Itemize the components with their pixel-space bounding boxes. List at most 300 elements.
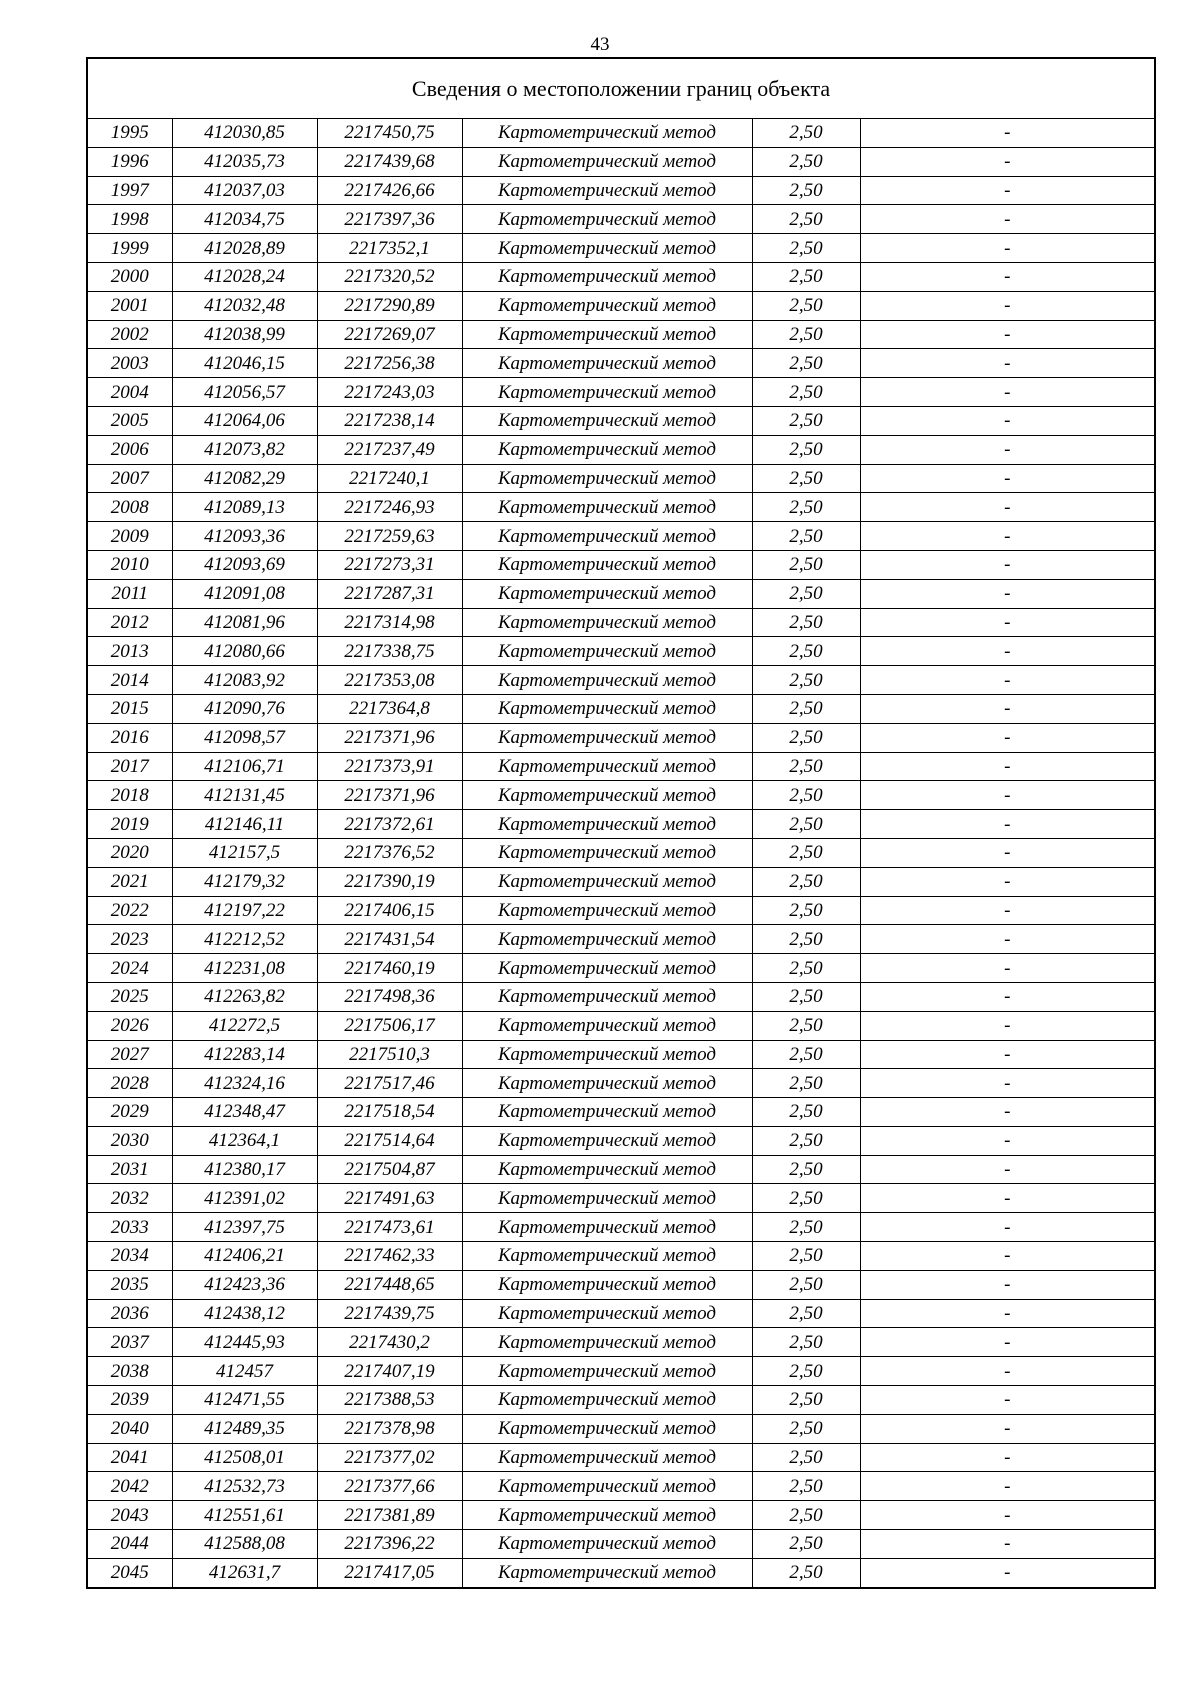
point-number-cell: 2041 (87, 1443, 172, 1472)
point-number-cell: 2027 (87, 1040, 172, 1069)
x-coordinate-cell: 412090,76 (172, 694, 317, 723)
method-cell: Картометрический метод (462, 550, 752, 579)
x-coordinate-cell: 412030,85 (172, 119, 317, 148)
method-cell: Картометрический метод (462, 810, 752, 839)
x-coordinate-cell: 412406,21 (172, 1242, 317, 1271)
description-cell: - (860, 1011, 1155, 1040)
accuracy-cell: 2,50 (752, 378, 860, 407)
table-row (87, 694, 1155, 723)
x-coordinate-cell: 412380,17 (172, 1155, 317, 1184)
y-coordinate-cell: 2217320,52 (317, 262, 462, 291)
point-number-cell: 2024 (87, 954, 172, 983)
method-cell: Картометрический метод (462, 493, 752, 522)
point-number-cell: 2032 (87, 1184, 172, 1213)
y-coordinate-cell: 2217243,03 (317, 378, 462, 407)
description-cell: - (860, 666, 1155, 695)
accuracy-cell: 2,50 (752, 320, 860, 349)
description-cell: - (860, 781, 1155, 810)
table-row (87, 1270, 1155, 1299)
point-number-cell: 2029 (87, 1098, 172, 1127)
page-number: 43 (590, 34, 610, 55)
table-row (87, 522, 1155, 551)
point-number-cell: 2028 (87, 1069, 172, 1098)
y-coordinate-cell: 2217473,61 (317, 1213, 462, 1242)
description-cell: - (860, 1328, 1155, 1357)
description-cell: - (860, 637, 1155, 666)
x-coordinate-cell: 412034,75 (172, 205, 317, 234)
table-row (87, 896, 1155, 925)
table-row (87, 119, 1155, 148)
accuracy-cell: 2,50 (752, 867, 860, 896)
x-coordinate-cell: 412098,57 (172, 723, 317, 752)
y-coordinate-cell: 2217460,19 (317, 954, 462, 983)
point-number-cell: 2018 (87, 781, 172, 810)
accuracy-cell: 2,50 (752, 896, 860, 925)
description-cell: - (860, 1069, 1155, 1098)
y-coordinate-cell: 2217510,3 (317, 1040, 462, 1069)
description-cell: - (860, 925, 1155, 954)
method-cell: Картометрический метод (462, 752, 752, 781)
description-cell: - (860, 1472, 1155, 1501)
description-cell: - (860, 291, 1155, 320)
y-coordinate-cell: 2217517,46 (317, 1069, 462, 1098)
point-number-cell: 2025 (87, 982, 172, 1011)
accuracy-cell: 2,50 (752, 1558, 860, 1587)
table-row (87, 176, 1155, 205)
y-coordinate-cell: 2217377,02 (317, 1443, 462, 1472)
description-cell: - (860, 320, 1155, 349)
description-cell: - (860, 550, 1155, 579)
accuracy-cell: 2,50 (752, 522, 860, 551)
y-coordinate-cell: 2217246,93 (317, 493, 462, 522)
method-cell: Картометрический метод (462, 1558, 752, 1587)
y-coordinate-cell: 2217430,2 (317, 1328, 462, 1357)
table-title: Сведения о местоположении границ объекта (87, 58, 1155, 119)
x-coordinate-cell: 412089,13 (172, 493, 317, 522)
table-row (87, 493, 1155, 522)
y-coordinate-cell: 2217371,96 (317, 723, 462, 752)
table-row (87, 205, 1155, 234)
description-cell: - (860, 1213, 1155, 1242)
description-cell: - (860, 1501, 1155, 1530)
point-number-cell: 2008 (87, 493, 172, 522)
table-row (87, 579, 1155, 608)
point-number-cell: 2013 (87, 637, 172, 666)
x-coordinate-cell: 412035,73 (172, 147, 317, 176)
accuracy-cell: 2,50 (752, 1530, 860, 1559)
accuracy-cell: 2,50 (752, 406, 860, 435)
table-row (87, 147, 1155, 176)
point-number-cell: 2034 (87, 1242, 172, 1271)
accuracy-cell: 2,50 (752, 838, 860, 867)
table-row (87, 752, 1155, 781)
y-coordinate-cell: 2217353,08 (317, 666, 462, 695)
point-number-cell: 2023 (87, 925, 172, 954)
description-cell: - (860, 1299, 1155, 1328)
y-coordinate-cell: 2217431,54 (317, 925, 462, 954)
accuracy-cell: 2,50 (752, 1242, 860, 1271)
point-number-cell: 2000 (87, 262, 172, 291)
x-coordinate-cell: 412179,32 (172, 867, 317, 896)
method-cell: Картометрический метод (462, 1040, 752, 1069)
description-cell: - (860, 406, 1155, 435)
accuracy-cell: 2,50 (752, 723, 860, 752)
method-cell: Картометрический метод (462, 147, 752, 176)
y-coordinate-cell: 2217407,19 (317, 1357, 462, 1386)
x-coordinate-cell: 412588,08 (172, 1530, 317, 1559)
description-cell: - (860, 349, 1155, 378)
point-number-cell: 2039 (87, 1386, 172, 1415)
description-cell: - (860, 694, 1155, 723)
method-cell: Картометрический метод (462, 349, 752, 378)
y-coordinate-cell: 2217390,19 (317, 867, 462, 896)
x-coordinate-cell: 412106,71 (172, 752, 317, 781)
table-row (87, 723, 1155, 752)
method-cell: Картометрический метод (462, 464, 752, 493)
y-coordinate-cell: 2217518,54 (317, 1098, 462, 1127)
point-number-cell: 2017 (87, 752, 172, 781)
point-number-cell: 2004 (87, 378, 172, 407)
x-coordinate-cell: 412082,29 (172, 464, 317, 493)
method-cell: Картометрический метод (462, 1213, 752, 1242)
accuracy-cell: 2,50 (752, 349, 860, 378)
description-cell: - (860, 954, 1155, 983)
method-cell: Картометрический метод (462, 781, 752, 810)
accuracy-cell: 2,50 (752, 637, 860, 666)
table-row (87, 1011, 1155, 1040)
point-number-cell: 2045 (87, 1558, 172, 1587)
point-number-cell: 2009 (87, 522, 172, 551)
point-number-cell: 1999 (87, 234, 172, 263)
method-cell: Картометрический метод (462, 1472, 752, 1501)
y-coordinate-cell: 2217287,31 (317, 579, 462, 608)
accuracy-cell: 2,50 (752, 925, 860, 954)
table-row (87, 954, 1155, 983)
y-coordinate-cell: 2217364,8 (317, 694, 462, 723)
method-cell: Картометрический метод (462, 1443, 752, 1472)
method-cell: Картометрический метод (462, 694, 752, 723)
point-number-cell: 2003 (87, 349, 172, 378)
table-row (87, 925, 1155, 954)
table-row (87, 1155, 1155, 1184)
y-coordinate-cell: 2217338,75 (317, 637, 462, 666)
y-coordinate-cell: 2217498,36 (317, 982, 462, 1011)
method-cell: Картометрический метод (462, 176, 752, 205)
description-cell: - (860, 982, 1155, 1011)
x-coordinate-cell: 412037,03 (172, 176, 317, 205)
method-cell: Картометрический метод (462, 406, 752, 435)
table-row (87, 1472, 1155, 1501)
description-cell: - (860, 176, 1155, 205)
accuracy-cell: 2,50 (752, 579, 860, 608)
point-number-cell: 2036 (87, 1299, 172, 1328)
x-coordinate-cell: 412445,93 (172, 1328, 317, 1357)
accuracy-cell: 2,50 (752, 1126, 860, 1155)
accuracy-cell: 2,50 (752, 1472, 860, 1501)
x-coordinate-cell: 412091,08 (172, 579, 317, 608)
description-cell: - (860, 896, 1155, 925)
description-cell: - (860, 723, 1155, 752)
x-coordinate-cell: 412028,89 (172, 234, 317, 263)
point-number-cell: 2019 (87, 810, 172, 839)
x-coordinate-cell: 412073,82 (172, 435, 317, 464)
table-row (87, 1530, 1155, 1559)
method-cell: Картометрический метод (462, 1299, 752, 1328)
point-number-cell: 2010 (87, 550, 172, 579)
x-coordinate-cell: 412263,82 (172, 982, 317, 1011)
x-coordinate-cell: 412489,35 (172, 1414, 317, 1443)
method-cell: Картометрический метод (462, 579, 752, 608)
accuracy-cell: 2,50 (752, 1299, 860, 1328)
x-coordinate-cell: 412457 (172, 1357, 317, 1386)
point-number-cell: 2037 (87, 1328, 172, 1357)
y-coordinate-cell: 2217417,05 (317, 1558, 462, 1587)
y-coordinate-cell: 2217238,14 (317, 406, 462, 435)
point-number-cell: 1997 (87, 176, 172, 205)
accuracy-cell: 2,50 (752, 1069, 860, 1098)
y-coordinate-cell: 2217504,87 (317, 1155, 462, 1184)
description-cell: - (860, 119, 1155, 148)
description-cell: - (860, 838, 1155, 867)
y-coordinate-cell: 2217406,15 (317, 896, 462, 925)
method-cell: Картометрический метод (462, 666, 752, 695)
table-row (87, 982, 1155, 1011)
description-cell: - (860, 1098, 1155, 1127)
x-coordinate-cell: 412032,48 (172, 291, 317, 320)
method-cell: Картометрический метод (462, 1501, 752, 1530)
accuracy-cell: 2,50 (752, 176, 860, 205)
accuracy-cell: 2,50 (752, 1386, 860, 1415)
point-number-cell: 2005 (87, 406, 172, 435)
x-coordinate-cell: 412283,14 (172, 1040, 317, 1069)
y-coordinate-cell: 2217491,63 (317, 1184, 462, 1213)
method-cell: Картометрический метод (462, 205, 752, 234)
table-row (87, 838, 1155, 867)
method-cell: Картометрический метод (462, 896, 752, 925)
description-cell: - (860, 522, 1155, 551)
method-cell: Картометрический метод (462, 723, 752, 752)
x-coordinate-cell: 412064,06 (172, 406, 317, 435)
x-coordinate-cell: 412551,61 (172, 1501, 317, 1530)
description-cell: - (860, 1184, 1155, 1213)
y-coordinate-cell: 2217448,65 (317, 1270, 462, 1299)
y-coordinate-cell: 2217439,68 (317, 147, 462, 176)
y-coordinate-cell: 2217290,89 (317, 291, 462, 320)
table-row (87, 406, 1155, 435)
description-cell: - (860, 608, 1155, 637)
x-coordinate-cell: 412324,16 (172, 1069, 317, 1098)
table-row (87, 320, 1155, 349)
method-cell: Картометрический метод (462, 1011, 752, 1040)
method-cell: Картометрический метод (462, 608, 752, 637)
point-number-cell: 2022 (87, 896, 172, 925)
y-coordinate-cell: 2217426,66 (317, 176, 462, 205)
point-number-cell: 2040 (87, 1414, 172, 1443)
description-cell: - (860, 1558, 1155, 1587)
y-coordinate-cell: 2217269,07 (317, 320, 462, 349)
description-cell: - (860, 1040, 1155, 1069)
table-row (87, 464, 1155, 493)
method-cell: Картометрический метод (462, 1098, 752, 1127)
x-coordinate-cell: 412471,55 (172, 1386, 317, 1415)
accuracy-cell: 2,50 (752, 694, 860, 723)
description-cell: - (860, 1155, 1155, 1184)
accuracy-cell: 2,50 (752, 1040, 860, 1069)
table-row (87, 1126, 1155, 1155)
table-row (87, 1069, 1155, 1098)
accuracy-cell: 2,50 (752, 1184, 860, 1213)
x-coordinate-cell: 412631,7 (172, 1558, 317, 1587)
table-row (87, 1357, 1155, 1386)
accuracy-cell: 2,50 (752, 1270, 860, 1299)
point-number-cell: 2002 (87, 320, 172, 349)
x-coordinate-cell: 412146,11 (172, 810, 317, 839)
accuracy-cell: 2,50 (752, 550, 860, 579)
point-number-cell: 2043 (87, 1501, 172, 1530)
x-coordinate-cell: 412157,5 (172, 838, 317, 867)
y-coordinate-cell: 2217352,1 (317, 234, 462, 263)
y-coordinate-cell: 2217273,31 (317, 550, 462, 579)
accuracy-cell: 2,50 (752, 781, 860, 810)
method-cell: Картометрический метод (462, 1242, 752, 1271)
y-coordinate-cell: 2217450,75 (317, 119, 462, 148)
table-row (87, 781, 1155, 810)
accuracy-cell: 2,50 (752, 291, 860, 320)
table-row (87, 810, 1155, 839)
point-number-cell: 2038 (87, 1357, 172, 1386)
accuracy-cell: 2,50 (752, 1328, 860, 1357)
point-number-cell: 2012 (87, 608, 172, 637)
description-cell: - (860, 262, 1155, 291)
description-cell: - (860, 867, 1155, 896)
point-number-cell: 2042 (87, 1472, 172, 1501)
y-coordinate-cell: 2217396,22 (317, 1530, 462, 1559)
point-number-cell: 2030 (87, 1126, 172, 1155)
x-coordinate-cell: 412397,75 (172, 1213, 317, 1242)
point-number-cell: 1998 (87, 205, 172, 234)
accuracy-cell: 2,50 (752, 435, 860, 464)
table-row (87, 1414, 1155, 1443)
y-coordinate-cell: 2217256,38 (317, 349, 462, 378)
accuracy-cell: 2,50 (752, 1414, 860, 1443)
accuracy-cell: 2,50 (752, 493, 860, 522)
method-cell: Картометрический метод (462, 1530, 752, 1559)
x-coordinate-cell: 412093,36 (172, 522, 317, 551)
y-coordinate-cell: 2217376,52 (317, 838, 462, 867)
y-coordinate-cell: 2217462,33 (317, 1242, 462, 1271)
point-number-cell: 2020 (87, 838, 172, 867)
x-coordinate-cell: 412364,1 (172, 1126, 317, 1155)
y-coordinate-cell: 2217514,64 (317, 1126, 462, 1155)
description-cell: - (860, 435, 1155, 464)
y-coordinate-cell: 2217381,89 (317, 1501, 462, 1530)
accuracy-cell: 2,50 (752, 982, 860, 1011)
accuracy-cell: 2,50 (752, 147, 860, 176)
table-row (87, 637, 1155, 666)
point-number-cell: 1995 (87, 119, 172, 148)
x-coordinate-cell: 412532,73 (172, 1472, 317, 1501)
method-cell: Картометрический метод (462, 925, 752, 954)
method-cell: Картометрический метод (462, 522, 752, 551)
table-row (87, 435, 1155, 464)
x-coordinate-cell: 412438,12 (172, 1299, 317, 1328)
x-coordinate-cell: 412080,66 (172, 637, 317, 666)
point-number-cell: 2021 (87, 867, 172, 896)
boundary-coordinates-table (86, 57, 1156, 1589)
accuracy-cell: 2,50 (752, 234, 860, 263)
table-row (87, 1443, 1155, 1472)
table-row (87, 378, 1155, 407)
accuracy-cell: 2,50 (752, 1357, 860, 1386)
accuracy-cell: 2,50 (752, 1501, 860, 1530)
table-row (87, 608, 1155, 637)
y-coordinate-cell: 2217388,53 (317, 1386, 462, 1415)
description-cell: - (860, 205, 1155, 234)
x-coordinate-cell: 412197,22 (172, 896, 317, 925)
description-cell: - (860, 234, 1155, 263)
accuracy-cell: 2,50 (752, 262, 860, 291)
description-cell: - (860, 1443, 1155, 1472)
x-coordinate-cell: 412348,47 (172, 1098, 317, 1127)
point-number-cell: 2044 (87, 1530, 172, 1559)
y-coordinate-cell: 2217397,36 (317, 205, 462, 234)
x-coordinate-cell: 412093,69 (172, 550, 317, 579)
accuracy-cell: 2,50 (752, 752, 860, 781)
description-cell: - (860, 1386, 1155, 1415)
method-cell: Картометрический метод (462, 1184, 752, 1213)
x-coordinate-cell: 412131,45 (172, 781, 317, 810)
point-number-cell: 2014 (87, 666, 172, 695)
method-cell: Картометрический метод (462, 291, 752, 320)
accuracy-cell: 2,50 (752, 464, 860, 493)
table-row (87, 1242, 1155, 1271)
description-cell: - (860, 378, 1155, 407)
table-row (87, 867, 1155, 896)
table-row (87, 1501, 1155, 1530)
description-cell: - (860, 493, 1155, 522)
description-cell: - (860, 810, 1155, 839)
method-cell: Картометрический метод (462, 1155, 752, 1184)
method-cell: Картометрический метод (462, 1414, 752, 1443)
method-cell: Картометрический метод (462, 234, 752, 263)
table-row (87, 1558, 1155, 1587)
accuracy-cell: 2,50 (752, 205, 860, 234)
x-coordinate-cell: 412056,57 (172, 378, 317, 407)
table-row (87, 1213, 1155, 1242)
method-cell: Картометрический метод (462, 1069, 752, 1098)
y-coordinate-cell: 2217506,17 (317, 1011, 462, 1040)
description-cell: - (860, 147, 1155, 176)
x-coordinate-cell: 412046,15 (172, 349, 317, 378)
description-cell: - (860, 464, 1155, 493)
x-coordinate-cell: 412391,02 (172, 1184, 317, 1213)
description-cell: - (860, 1270, 1155, 1299)
method-cell: Картометрический метод (462, 262, 752, 291)
x-coordinate-cell: 412508,01 (172, 1443, 317, 1472)
point-number-cell: 2016 (87, 723, 172, 752)
point-number-cell: 2035 (87, 1270, 172, 1299)
method-cell: Картометрический метод (462, 867, 752, 896)
point-number-cell: 2031 (87, 1155, 172, 1184)
accuracy-cell: 2,50 (752, 954, 860, 983)
table-title-row (87, 58, 1155, 119)
method-cell: Картометрический метод (462, 838, 752, 867)
description-cell: - (860, 752, 1155, 781)
table-row (87, 666, 1155, 695)
point-number-cell: 1996 (87, 147, 172, 176)
table-row (87, 1386, 1155, 1415)
accuracy-cell: 2,50 (752, 119, 860, 148)
